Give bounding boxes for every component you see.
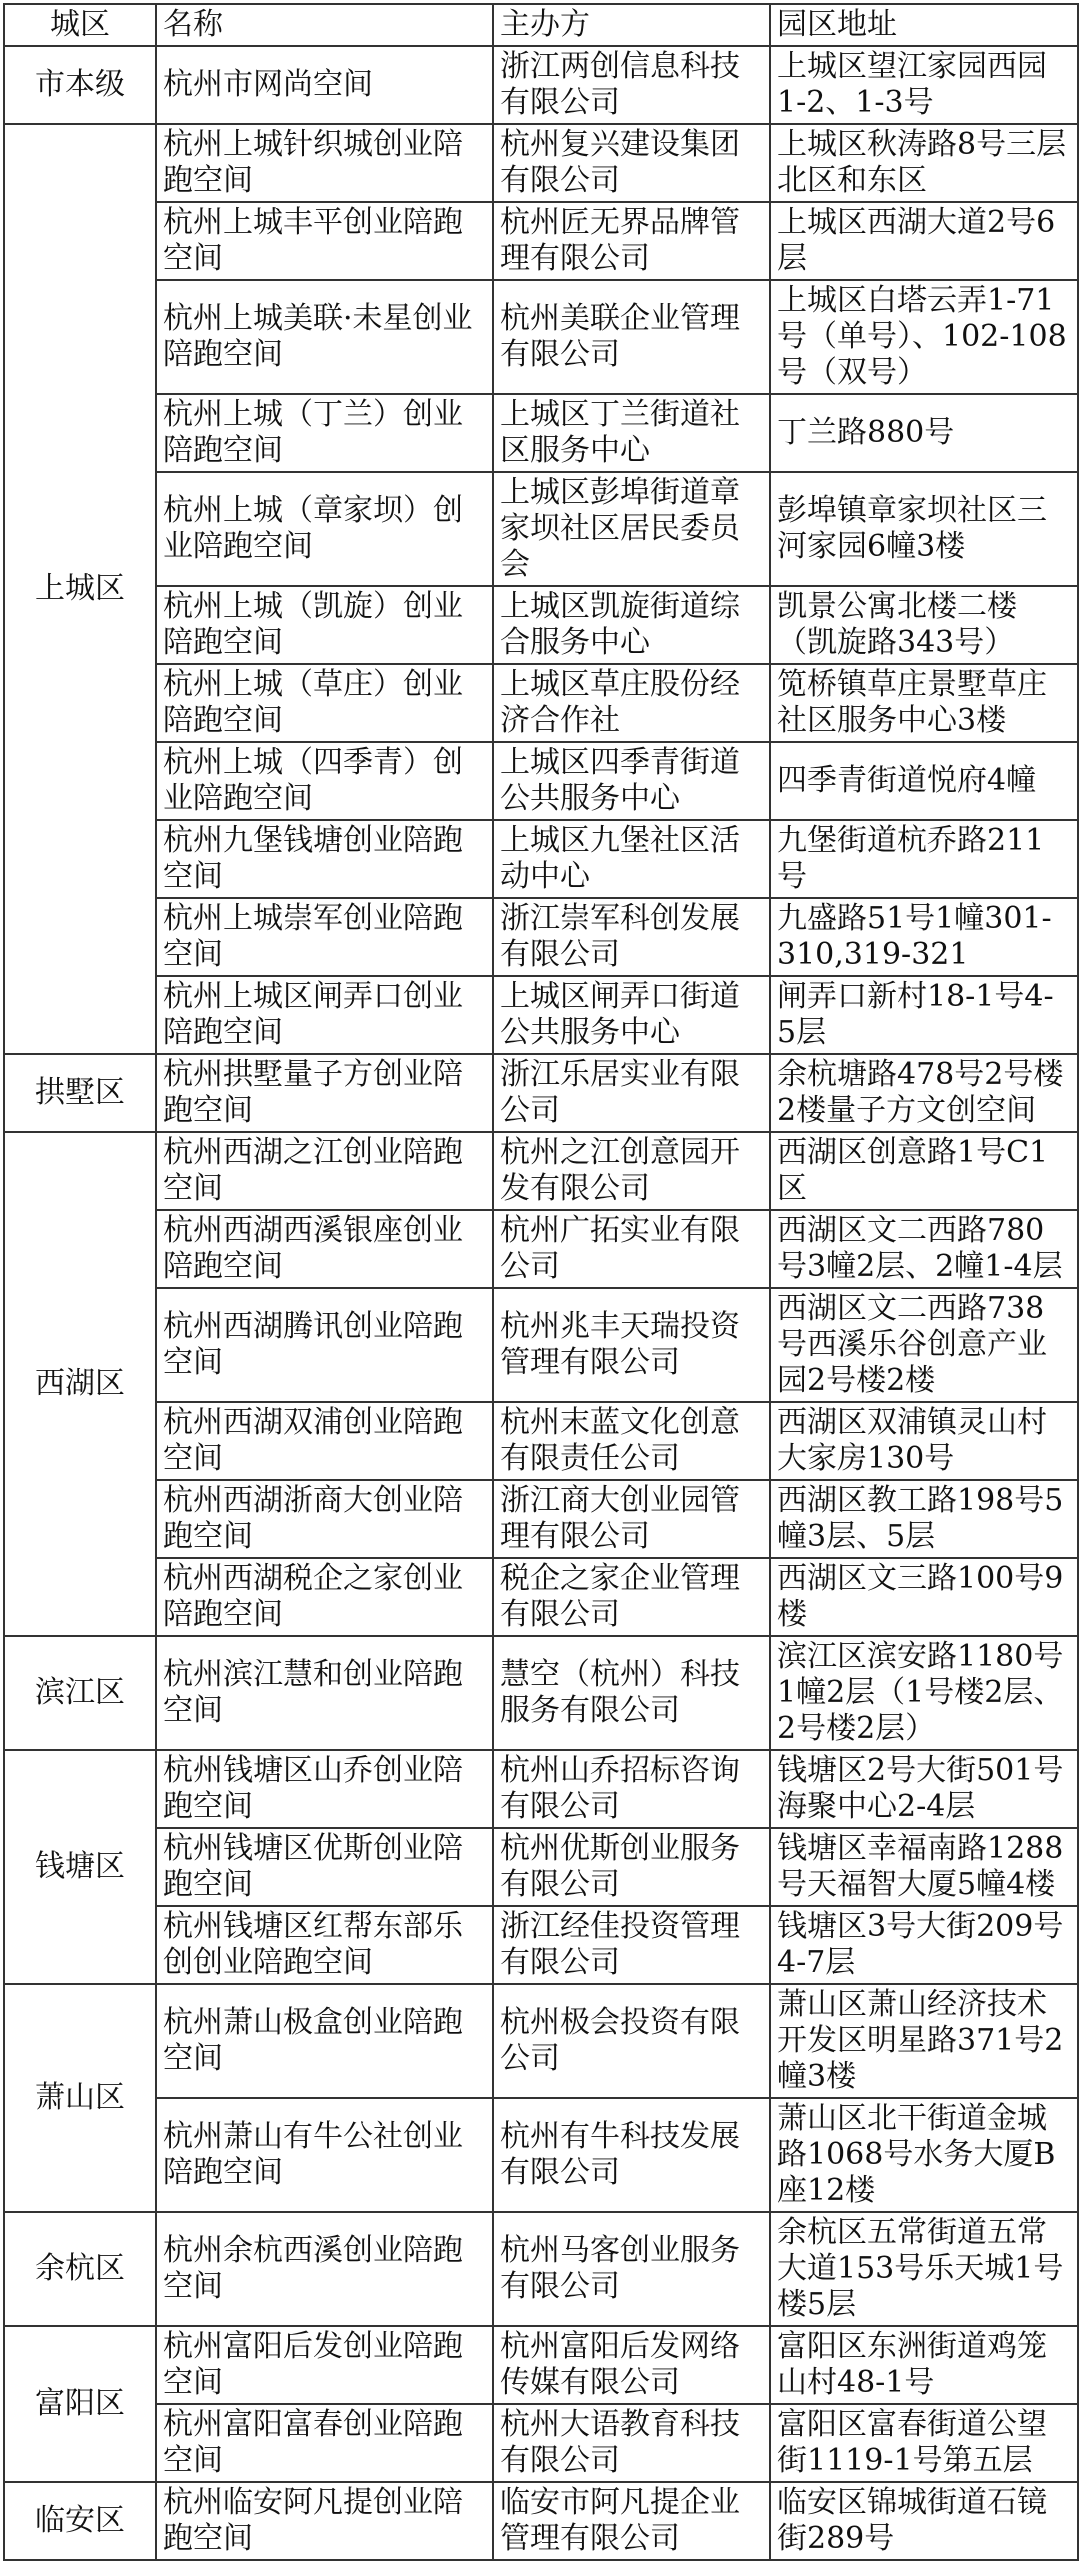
table-row [4, 202, 1078, 280]
name-cell: 杭州上城（章家坝）创业陪跑空间 [156, 472, 493, 586]
host-cell: 上城区九堡社区活动中心 [493, 820, 770, 898]
district-cell: 上城区 [4, 124, 156, 1054]
name-cell: 杭州西湖浙商大创业陪跑空间 [156, 1480, 493, 1558]
address-cell: 余杭区五常街道五常大道153号乐天城1号楼5层 [770, 2212, 1078, 2326]
host-cell: 上城区草庄股份经济合作社 [493, 664, 770, 742]
address-cell: 富阳区富春街道公望街1119-1号第五层 [770, 2404, 1078, 2482]
name-cell: 杭州临安阿凡提创业陪跑空间 [156, 2482, 493, 2560]
name-cell: 杭州上城美联·未星创业陪跑空间 [156, 280, 493, 394]
address-cell: 钱塘区幸福南路1288号天福智大厦5幢4楼 [770, 1828, 1078, 1906]
host-cell: 浙江崇军科创发展有限公司 [493, 898, 770, 976]
incubator-table [3, 3, 1079, 2561]
header-address: 园区地址 [770, 4, 1078, 46]
name-cell: 杭州西湖税企之家创业陪跑空间 [156, 1558, 493, 1636]
table-row [4, 2482, 1078, 2560]
host-cell: 杭州匠无界品牌管理有限公司 [493, 202, 770, 280]
address-cell: 临安区锦城街道石镜街289号 [770, 2482, 1078, 2560]
host-cell: 临安市阿凡提企业管理有限公司 [493, 2482, 770, 2560]
host-cell: 浙江乐居实业有限公司 [493, 1054, 770, 1132]
address-cell: 丁兰路880号 [770, 394, 1078, 472]
address-cell: 四季青街道悦府4幢 [770, 742, 1078, 820]
table-body [4, 46, 1078, 2560]
host-cell: 浙江商大创业园管理有限公司 [493, 1480, 770, 1558]
name-cell: 杭州钱塘区优斯创业陪跑空间 [156, 1828, 493, 1906]
table-row [4, 1636, 1078, 1750]
host-cell: 杭州优斯创业服务有限公司 [493, 1828, 770, 1906]
address-cell: 萧山区北干街道金城路1068号水务大厦B座12楼 [770, 2098, 1078, 2212]
host-cell: 上城区闸弄口街道公共服务中心 [493, 976, 770, 1054]
table-row [4, 898, 1078, 976]
table-row [4, 664, 1078, 742]
header-row [4, 4, 1078, 46]
name-cell: 杭州上城（丁兰）创业陪跑空间 [156, 394, 493, 472]
header-host: 主办方 [493, 4, 770, 46]
table-row [4, 976, 1078, 1054]
address-cell: 钱塘区2号大街501号海聚中心2-4层 [770, 1750, 1078, 1828]
table-row [4, 2404, 1078, 2482]
name-cell: 杭州滨江慧和创业陪跑空间 [156, 1636, 493, 1750]
host-cell: 上城区丁兰街道社区服务中心 [493, 394, 770, 472]
name-cell: 杭州上城针织城创业陪跑空间 [156, 124, 493, 202]
name-cell: 杭州上城（四季青）创业陪跑空间 [156, 742, 493, 820]
name-cell: 杭州上城区闸弄口创业陪跑空间 [156, 976, 493, 1054]
table-row [4, 1828, 1078, 1906]
host-cell: 杭州复兴建设集团有限公司 [493, 124, 770, 202]
host-cell: 杭州末蓝文化创意有限责任公司 [493, 1402, 770, 1480]
host-cell: 杭州马客创业服务有限公司 [493, 2212, 770, 2326]
address-cell: 闸弄口新村18-1号4-5层 [770, 976, 1078, 1054]
table-row [4, 1132, 1078, 1210]
host-cell: 上城区凯旋街道综合服务中心 [493, 586, 770, 664]
address-cell: 上城区西湖大道2号6层 [770, 202, 1078, 280]
table-row [4, 820, 1078, 898]
name-cell: 杭州九堡钱塘创业陪跑空间 [156, 820, 493, 898]
name-cell: 杭州上城（凯旋）创业陪跑空间 [156, 586, 493, 664]
name-cell: 杭州萧山有牛公社创业陪跑空间 [156, 2098, 493, 2212]
table-row [4, 742, 1078, 820]
address-cell: 滨江区滨安路1180号1幢2层（1号楼2层、2号楼2层） [770, 1636, 1078, 1750]
name-cell: 杭州钱塘区山乔创业陪跑空间 [156, 1750, 493, 1828]
table-row [4, 46, 1078, 124]
table-row [4, 124, 1078, 202]
district-cell: 余杭区 [4, 2212, 156, 2326]
address-cell: 笕桥镇草庄景墅草庄社区服务中心3楼 [770, 664, 1078, 742]
host-cell: 杭州富阳后发网络传媒有限公司 [493, 2326, 770, 2404]
host-cell: 杭州之江创意园开发有限公司 [493, 1132, 770, 1210]
table-row [4, 394, 1078, 472]
table-row [4, 1288, 1078, 1402]
table-row [4, 1480, 1078, 1558]
name-cell: 杭州市网尚空间 [156, 46, 493, 124]
host-cell: 杭州有牛科技发展有限公司 [493, 2098, 770, 2212]
name-cell: 杭州西湖西溪银座创业陪跑空间 [156, 1210, 493, 1288]
name-cell: 杭州上城（草庄）创业陪跑空间 [156, 664, 493, 742]
name-cell: 杭州钱塘区红帮东部乐创创业陪跑空间 [156, 1906, 493, 1984]
table-row [4, 1402, 1078, 1480]
address-cell: 西湖区双浦镇灵山村大家房130号 [770, 1402, 1078, 1480]
header-name: 名称 [156, 4, 493, 46]
host-cell: 杭州大语教育科技有限公司 [493, 2404, 770, 2482]
host-cell: 浙江经佳投资管理有限公司 [493, 1906, 770, 1984]
address-cell: 彭埠镇章家坝社区三河家园6幢3楼 [770, 472, 1078, 586]
district-cell: 临安区 [4, 2482, 156, 2560]
address-cell: 西湖区创意路1号C1区 [770, 1132, 1078, 1210]
name-cell: 杭州富阳富春创业陪跑空间 [156, 2404, 493, 2482]
name-cell: 杭州西湖之江创业陪跑空间 [156, 1132, 493, 1210]
name-cell: 杭州余杭西溪创业陪跑空间 [156, 2212, 493, 2326]
table-row [4, 1750, 1078, 1828]
table-row [4, 586, 1078, 664]
name-cell: 杭州拱墅量子方创业陪跑空间 [156, 1054, 493, 1132]
district-cell: 拱墅区 [4, 1054, 156, 1132]
address-cell: 西湖区文二西路780号3幢2层、2幢1-4层 [770, 1210, 1078, 1288]
name-cell: 杭州富阳后发创业陪跑空间 [156, 2326, 493, 2404]
district-cell: 富阳区 [4, 2326, 156, 2482]
host-cell: 杭州兆丰天瑞投资管理有限公司 [493, 1288, 770, 1402]
name-cell: 杭州上城丰平创业陪跑空间 [156, 202, 493, 280]
table-row [4, 472, 1078, 586]
address-cell: 上城区白塔云弄1-71号（单号）、102-108号（双号） [770, 280, 1078, 394]
table-row [4, 280, 1078, 394]
address-cell: 余杭塘路478号2号楼2楼量子方文创空间 [770, 1054, 1078, 1132]
host-cell: 上城区四季青街道公共服务中心 [493, 742, 770, 820]
header-district: 城区 [4, 4, 156, 46]
table-row [4, 2326, 1078, 2404]
address-cell: 西湖区教工路198号5幢3层、5层 [770, 1480, 1078, 1558]
name-cell: 杭州上城崇军创业陪跑空间 [156, 898, 493, 976]
address-cell: 西湖区文二西路738号西溪乐谷创意产业园2号楼2楼 [770, 1288, 1078, 1402]
district-cell: 萧山区 [4, 1984, 156, 2212]
host-cell: 杭州极会投资有限公司 [493, 1984, 770, 2098]
address-cell: 萧山区萧山经济技术开发区明星路371号2幢3楼 [770, 1984, 1078, 2098]
host-cell: 浙江两创信息科技有限公司 [493, 46, 770, 124]
name-cell: 杭州西湖双浦创业陪跑空间 [156, 1402, 493, 1480]
table-row [4, 2098, 1078, 2212]
name-cell: 杭州西湖腾讯创业陪跑空间 [156, 1288, 493, 1402]
host-cell: 上城区彭埠街道章家坝社区居民委员会 [493, 472, 770, 586]
host-cell: 慧空（杭州）科技服务有限公司 [493, 1636, 770, 1750]
table-row [4, 1558, 1078, 1636]
host-cell: 杭州广拓实业有限公司 [493, 1210, 770, 1288]
table-row [4, 1210, 1078, 1288]
table-row [4, 2212, 1078, 2326]
table-row [4, 1984, 1078, 2098]
address-cell: 西湖区文三路100号9楼 [770, 1558, 1078, 1636]
district-cell: 滨江区 [4, 1636, 156, 1750]
address-cell: 九盛路51号1幢301-310,319-321 [770, 898, 1078, 976]
district-cell: 市本级 [4, 46, 156, 124]
address-cell: 凯景公寓北楼二楼（凯旋路343号） [770, 586, 1078, 664]
name-cell: 杭州萧山极盒创业陪跑空间 [156, 1984, 493, 2098]
table-row [4, 1054, 1078, 1132]
address-cell: 富阳区东洲街道鸡笼山村48-1号 [770, 2326, 1078, 2404]
host-cell: 杭州山乔招标咨询有限公司 [493, 1750, 770, 1828]
address-cell: 钱塘区3号大街209号4-7层 [770, 1906, 1078, 1984]
table-row [4, 1906, 1078, 1984]
district-cell: 西湖区 [4, 1132, 156, 1636]
district-cell: 钱塘区 [4, 1750, 156, 1984]
address-cell: 九堡街道杭乔路211号 [770, 820, 1078, 898]
host-cell: 税企之家企业管理有限公司 [493, 1558, 770, 1636]
address-cell: 上城区秋涛路8号三层北区和东区 [770, 124, 1078, 202]
address-cell: 上城区望江家园西园1-2、1-3号 [770, 46, 1078, 124]
host-cell: 杭州美联企业管理有限公司 [493, 280, 770, 394]
